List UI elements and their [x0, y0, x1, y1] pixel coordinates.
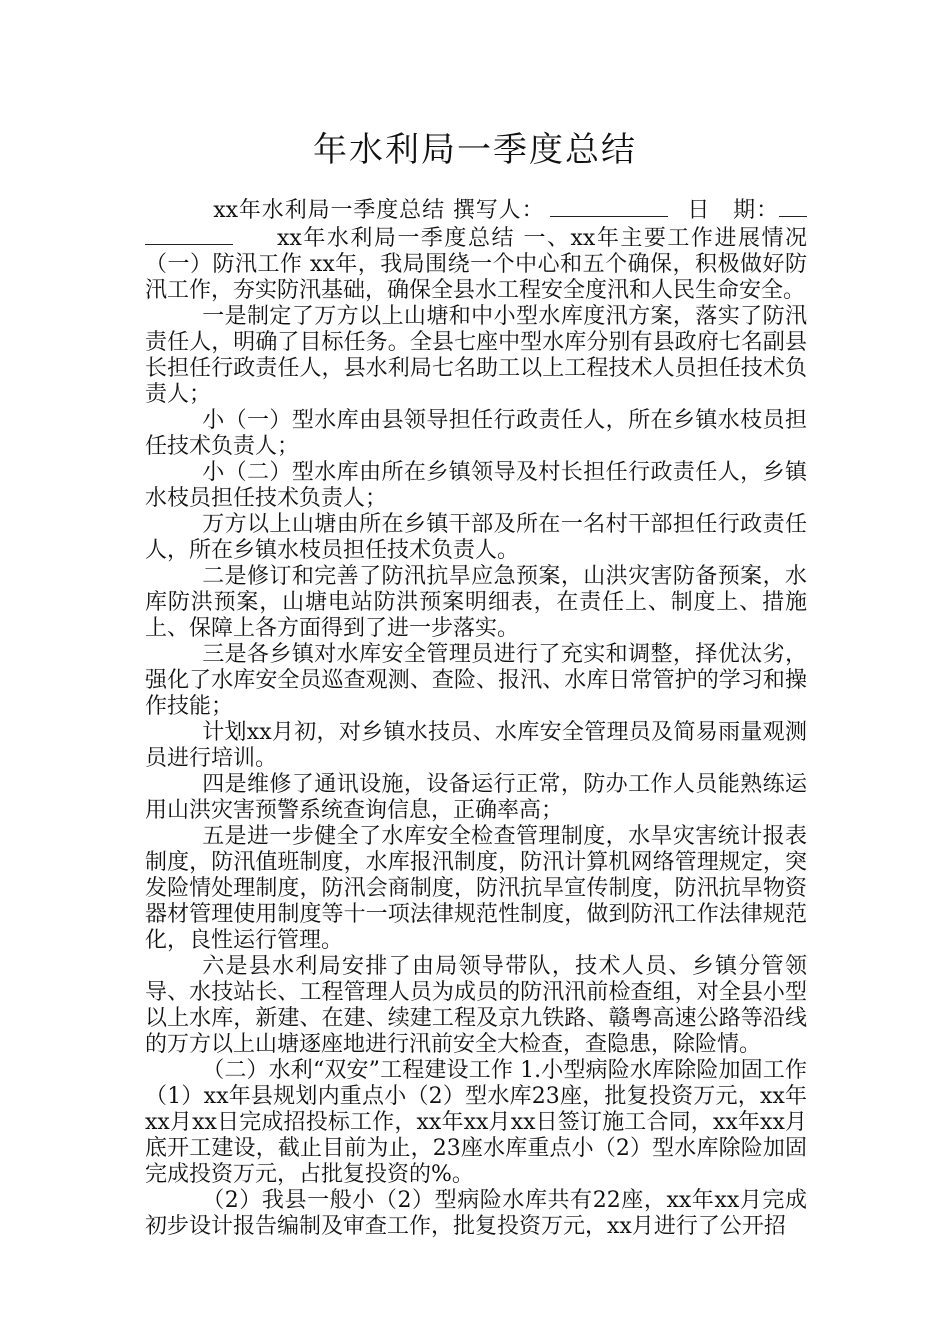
paragraph: 三是各乡镇对水库安全管理员进行了充实和调整，择优汰劣，强化了水库安全员巡查观测、查险、报汛、水库日常管护的学习和操作技能； — [145, 642, 807, 719]
paragraph: 一是制定了万方以上山塘和中小型水库度汛方案，落实了防汛责任人，明确了目标任务。全县七座中型水库分别有县政府七名副县长担任行政责任人，县水利局七名助工以上工程技术人员担任技术负责人； — [145, 304, 807, 407]
paragraph: 二是修订和完善了防汛抗旱应急预案，山洪灾害防备预案，水库防洪预案，山塘电站防洪预案明细表，在责任上、制度上、措施上、保障上各方面得到了进一步落实。 — [145, 564, 807, 641]
document-header-line — [145, 196, 807, 304]
lead-in-text: xx年水利局一季度总结 一、xx年主要工作进展情况（一）防汛工作 xx年，我局围绕一个中心和五个确保，积极做好防汛工作，夯实防汛基础，确保全县水工程安全度汛和人民生命安全。 — [145, 226, 807, 303]
date-blank-continued — [145, 224, 233, 245]
document-body — [145, 196, 807, 1240]
author-label: 撰写人： — [452, 198, 545, 223]
date-label: 日 期： — [686, 198, 779, 223]
paragraph: 四是维修了通讯设施，设备运行正常，防办工作人员能熟练运用山洪灾害预警系统查询信息，正确率高； — [145, 772, 807, 823]
author-blank — [550, 196, 668, 217]
paragraph: （2）我县一般小（2）型病险水库共有22座，xx年xx月完成初步设计报告编制及审查工作，批复投资万元，xx月进行了公开招 — [145, 1188, 807, 1239]
document-title: 年水利局一季度总结 — [313, 130, 637, 170]
date-blank — [779, 196, 807, 217]
paragraph: 五是进一步健全了水库安全检查管理制度，水旱灾害统计报表制度，防汛值班制度，水库报汛制度，防汛计算机网络管理规定，突发险情处理制度，防汛会商制度，防汛抗旱宣传制度，防汛抗旱物资器材管理使用制度等十一项法律规范性制度，做到防汛工作法律规范化，良性运行管理。 — [145, 824, 807, 953]
paragraph: 万方以上山塘由所在乡镇干部及所在一名村干部担任行政责任人，所在乡镇水枝员担任技术负责人。 — [145, 512, 807, 563]
paragraph: （二）水利“双安”工程建设工作 1.小型病险水库除险加固工作 （1）xx年县规划内重点小（2）型水库23座，批复投资万元，xx年xx月xx日完成招投标工作，xx年xx月xx日签订施工合同，xx年xx月底开工建设，截止目前为止，23座水库重点小（2）型水库除险加固完成投资万元，占批复投资的%。 — [145, 1058, 807, 1187]
paragraph: 六是县水利局安排了由局领导带队，技术人员、乡镇分管领导、水技站长、工程管理人员为成员的防汛汛前检查组，对全县小型以上水库，新建、在建、续建工程及京九铁路、赣粤高速公路等沿线的万方以上山塘逐座地进行汛前安全大检查，查隐患，除险情。 — [145, 954, 807, 1057]
paragraph: 小（二）型水库由所在乡镇领导及村长担任行政责任人，乡镇水枝员担任技术负责人； — [145, 460, 807, 511]
paragraph: 计划xx月初，对乡镇水技员、水库安全管理员及简易雨量观测员进行培训。 — [145, 720, 807, 771]
paragraph: 小（一）型水库由县领导担任行政责任人，所在乡镇水枝员担任技术负责人； — [145, 408, 807, 459]
header-doc-name: xx年水利局一季度总结 — [213, 198, 445, 223]
